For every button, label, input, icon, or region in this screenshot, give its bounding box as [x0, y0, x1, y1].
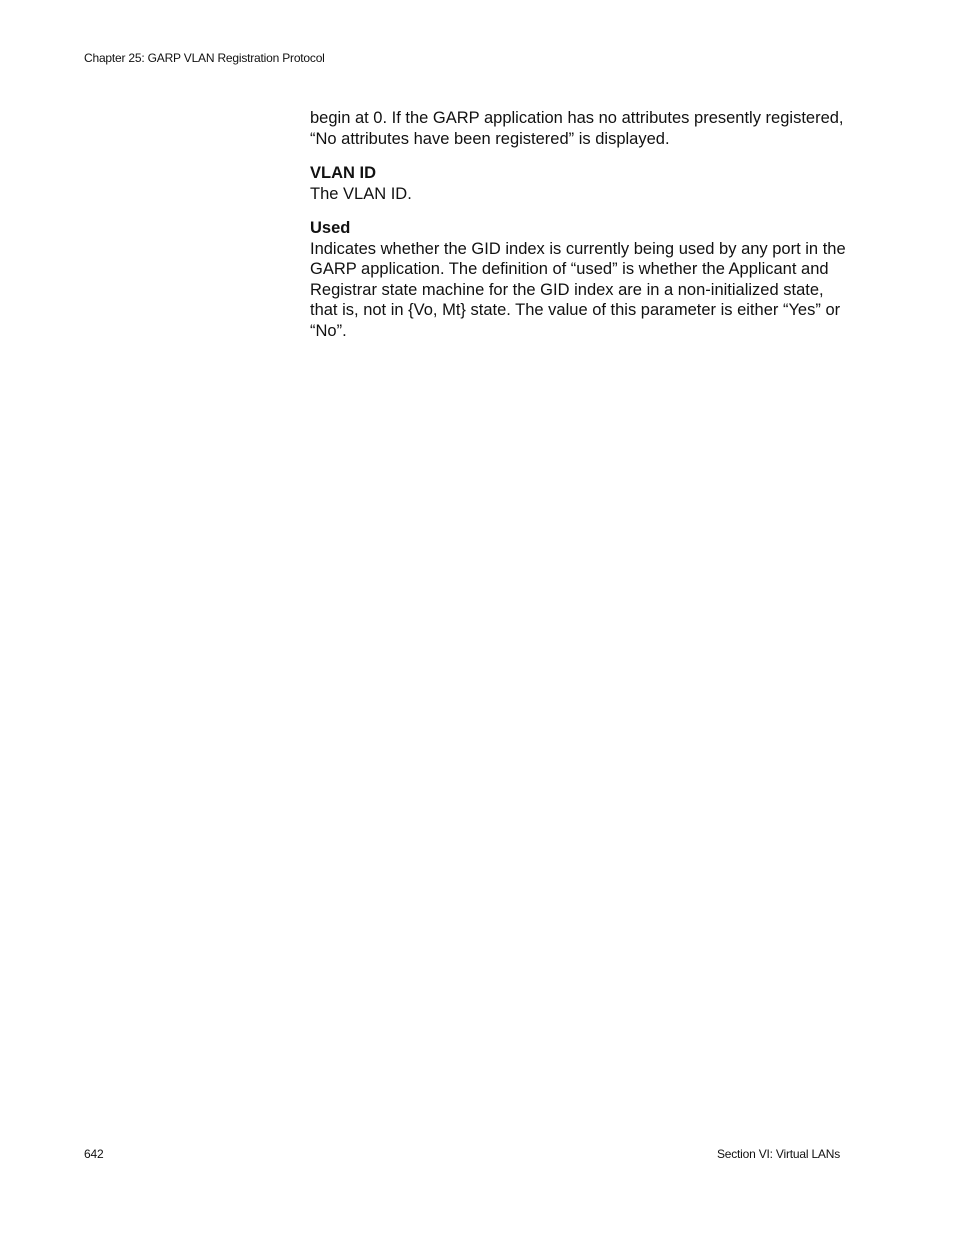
page-content	[310, 108, 850, 341]
intro-paragraph: begin at 0. If the GARP application has no attributes presently registered, “No attributes have been registered” is displayed.	[310, 109, 844, 148]
definition-used	[310, 218, 850, 341]
definition-vlan-id	[310, 163, 850, 204]
definition-term: Used	[310, 219, 351, 237]
section-label: Section VI: Virtual LANs	[716, 1147, 840, 1161]
definition-term: VLAN ID	[310, 164, 376, 182]
running-header: Chapter 25: GARP VLAN Registration Protocol	[84, 51, 325, 65]
definition-description: The VLAN ID.	[310, 184, 412, 203]
definition-description: Indicates whether the GID index is currently being used by any port in the GARP application. The definition of “used” is whether the Applicant and Registrar state machine for the GID index are in a non-initialized state, that is, not in {Vo, Mt} state. The value of this parameter is either “Yes” or “No”.	[310, 239, 846, 340]
page-number: 642	[84, 1147, 104, 1161]
